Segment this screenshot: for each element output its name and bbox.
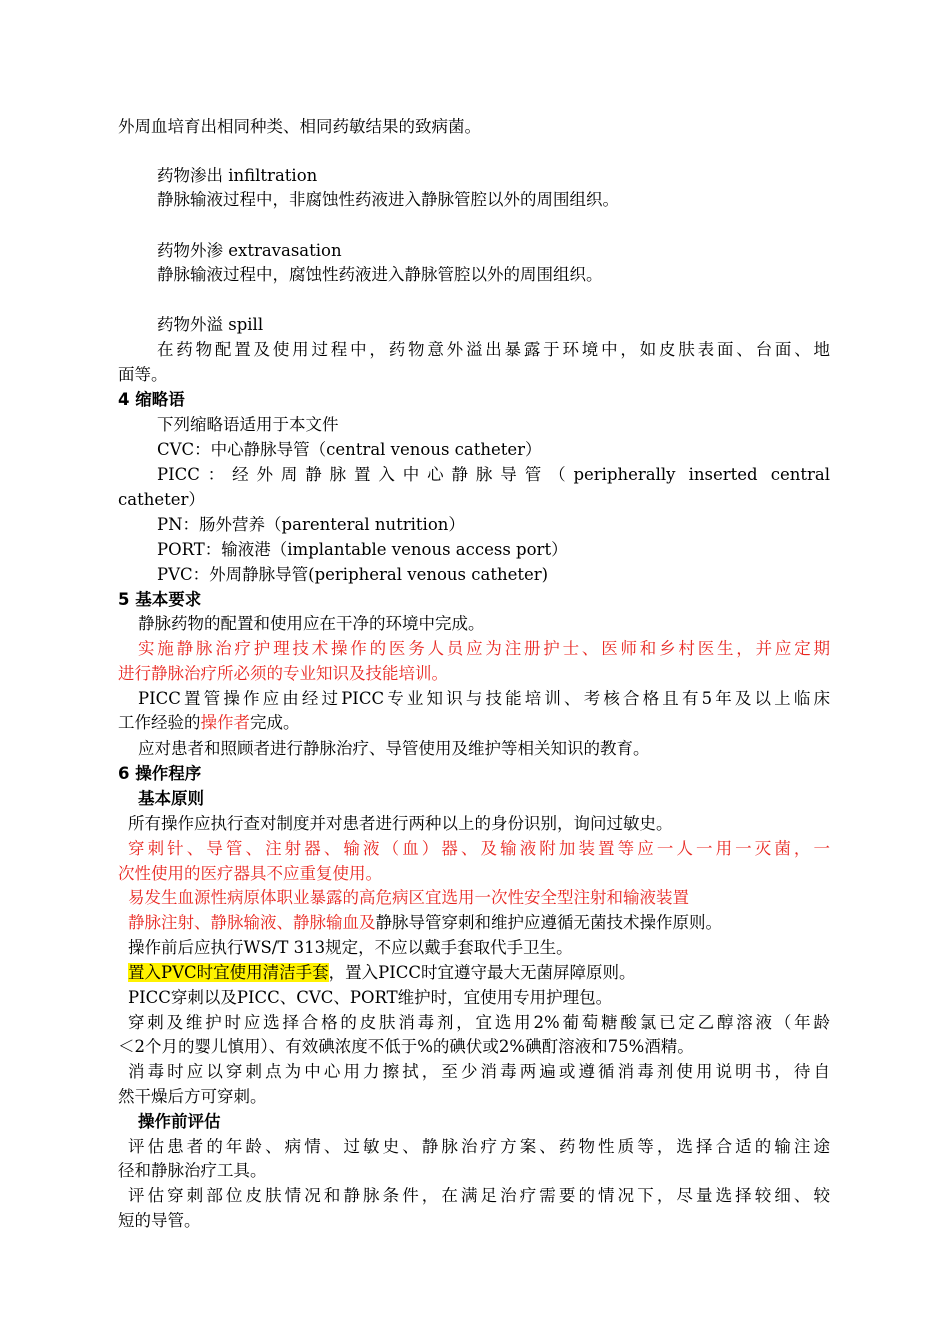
- text-line: 应对患者和照顾者进行静脉治疗、导管使用及维护等相关知识的教育。: [138, 739, 650, 758]
- highlighted-phrase: 置入PVC时宜使用清洁手套: [128, 963, 329, 982]
- abbr-picc: PICC：经外周静脉置入中心静脉导管（peripherally inserted central: [157, 465, 830, 484]
- text-line: 评估穿刺部位皮肤情况和静脉条件，在满足治疗需要的情况下，尽量选择较细、较: [128, 1186, 830, 1205]
- abbr-cvc: CVC：中心静脉导管（central venous catheter）: [157, 440, 542, 459]
- text-line: 短的导管。: [118, 1211, 201, 1230]
- text-line: 静脉药物的配置和使用应在干净的环境中完成。: [138, 614, 485, 633]
- text-line: 工作经验的操作者完成。: [118, 713, 300, 732]
- term-spill: 药物外溢 spill: [157, 315, 264, 334]
- text-line: catheter）: [118, 490, 205, 509]
- term-extravasation: 药物外渗 extravasation: [157, 241, 342, 260]
- text-line: 静脉注射、静脉输液、静脉输血及静脉导管穿刺和维护应遵循无菌技术操作原则。: [128, 913, 722, 932]
- text-line: 置入PVC时宜使用清洁手套，置入PICC时宜遵守最大无菌屏障原则。: [128, 963, 636, 982]
- text-line: 所有操作应执行查对制度并对患者进行两种以上的身份识别，询问过敏史。: [128, 814, 673, 833]
- red-text-line: 易发生血源性病原体职业暴露的高危病区宜选用一次性安全型注射和输液装置: [128, 888, 689, 907]
- term-infiltration: 药物渗出 infiltration: [157, 166, 318, 185]
- subheading-pre-assessment: 操作前评估: [138, 1112, 221, 1131]
- text-line: ＜2个月的婴儿慎用）、有效碘浓度不低于%的碘伏或2%碘酊溶液和75%酒精。: [118, 1037, 694, 1056]
- red-phrase: 静脉注射、静脉输液、静脉输血及: [128, 913, 376, 932]
- abbr-pn: PN：肠外营养（parenteral nutrition）: [157, 515, 465, 534]
- section-heading-6: 6 操作程序: [118, 764, 202, 783]
- text-line: PICC穿刺以及PICC、CVC、PORT维护时，宜使用专用护理包。: [128, 988, 613, 1007]
- text-line: 评估患者的年龄、病情、过敏史、静脉治疗方案、药物性质等，选择合适的输注途: [128, 1137, 830, 1156]
- red-phrase: 操作者: [200, 713, 250, 732]
- text-line: 操作前后应执行WS/T 313规定，不应以戴手套取代手卫生。: [128, 938, 573, 957]
- red-text-line: 实施静脉治疗护理技术操作的医务人员应为注册护士、医师和乡村医生，并应定期: [138, 639, 830, 658]
- section-heading-5: 5 基本要求: [118, 590, 202, 609]
- red-text-line: 次性使用的医疗器具不应重复使用。: [118, 864, 382, 883]
- text-line: 穿刺及维护时应选择合格的皮肤消毒剂，宜选用2%葡萄糖酸氯已定乙醇溶液（年龄: [128, 1013, 830, 1032]
- subheading-basic-principles: 基本原则: [138, 789, 204, 808]
- section-heading-4: 4 缩略语: [118, 390, 185, 409]
- text-line: 消毒时应以穿刺点为中心用力擦拭，至少消毒两遍或遵循消毒剂使用说明书，待自: [128, 1062, 830, 1081]
- text-line: 下列缩略语适用于本文件: [157, 415, 339, 434]
- text-line: PICC置管操作应由经过PICC专业知识与技能培训、考核合格且有5年及以上临床: [138, 689, 830, 708]
- text-line: 面等。: [118, 365, 168, 384]
- abbr-port: PORT：输液港（implantable venous access port）: [157, 540, 568, 559]
- text-line: 径和静脉治疗工具。: [118, 1161, 267, 1180]
- abbr-pvc: PVC：外周静脉导管(peripheral venous catheter): [157, 565, 549, 584]
- red-text-line: 穿刺针、导管、注射器、输液（血）器、及输液附加装置等应一人一用一灭菌，一: [128, 839, 830, 858]
- text-line: 在药物配置及使用过程中，药物意外溢出暴露于环境中，如皮肤表面、台面、地: [157, 340, 830, 359]
- text-line: 静脉输液过程中，腐蚀性药液进入静脉管腔以外的周围组织。: [157, 265, 603, 284]
- text-line: 然干燥后方可穿刺。: [118, 1087, 267, 1106]
- text-line: 静脉输液过程中，非腐蚀性药液进入静脉管腔以外的周围组织。: [157, 190, 619, 209]
- text-line: 外周血培育出相同种类、相同药敏结果的致病菌。: [118, 117, 481, 136]
- red-text-line: 进行静脉治疗所必须的专业知识及技能培训。: [118, 664, 448, 683]
